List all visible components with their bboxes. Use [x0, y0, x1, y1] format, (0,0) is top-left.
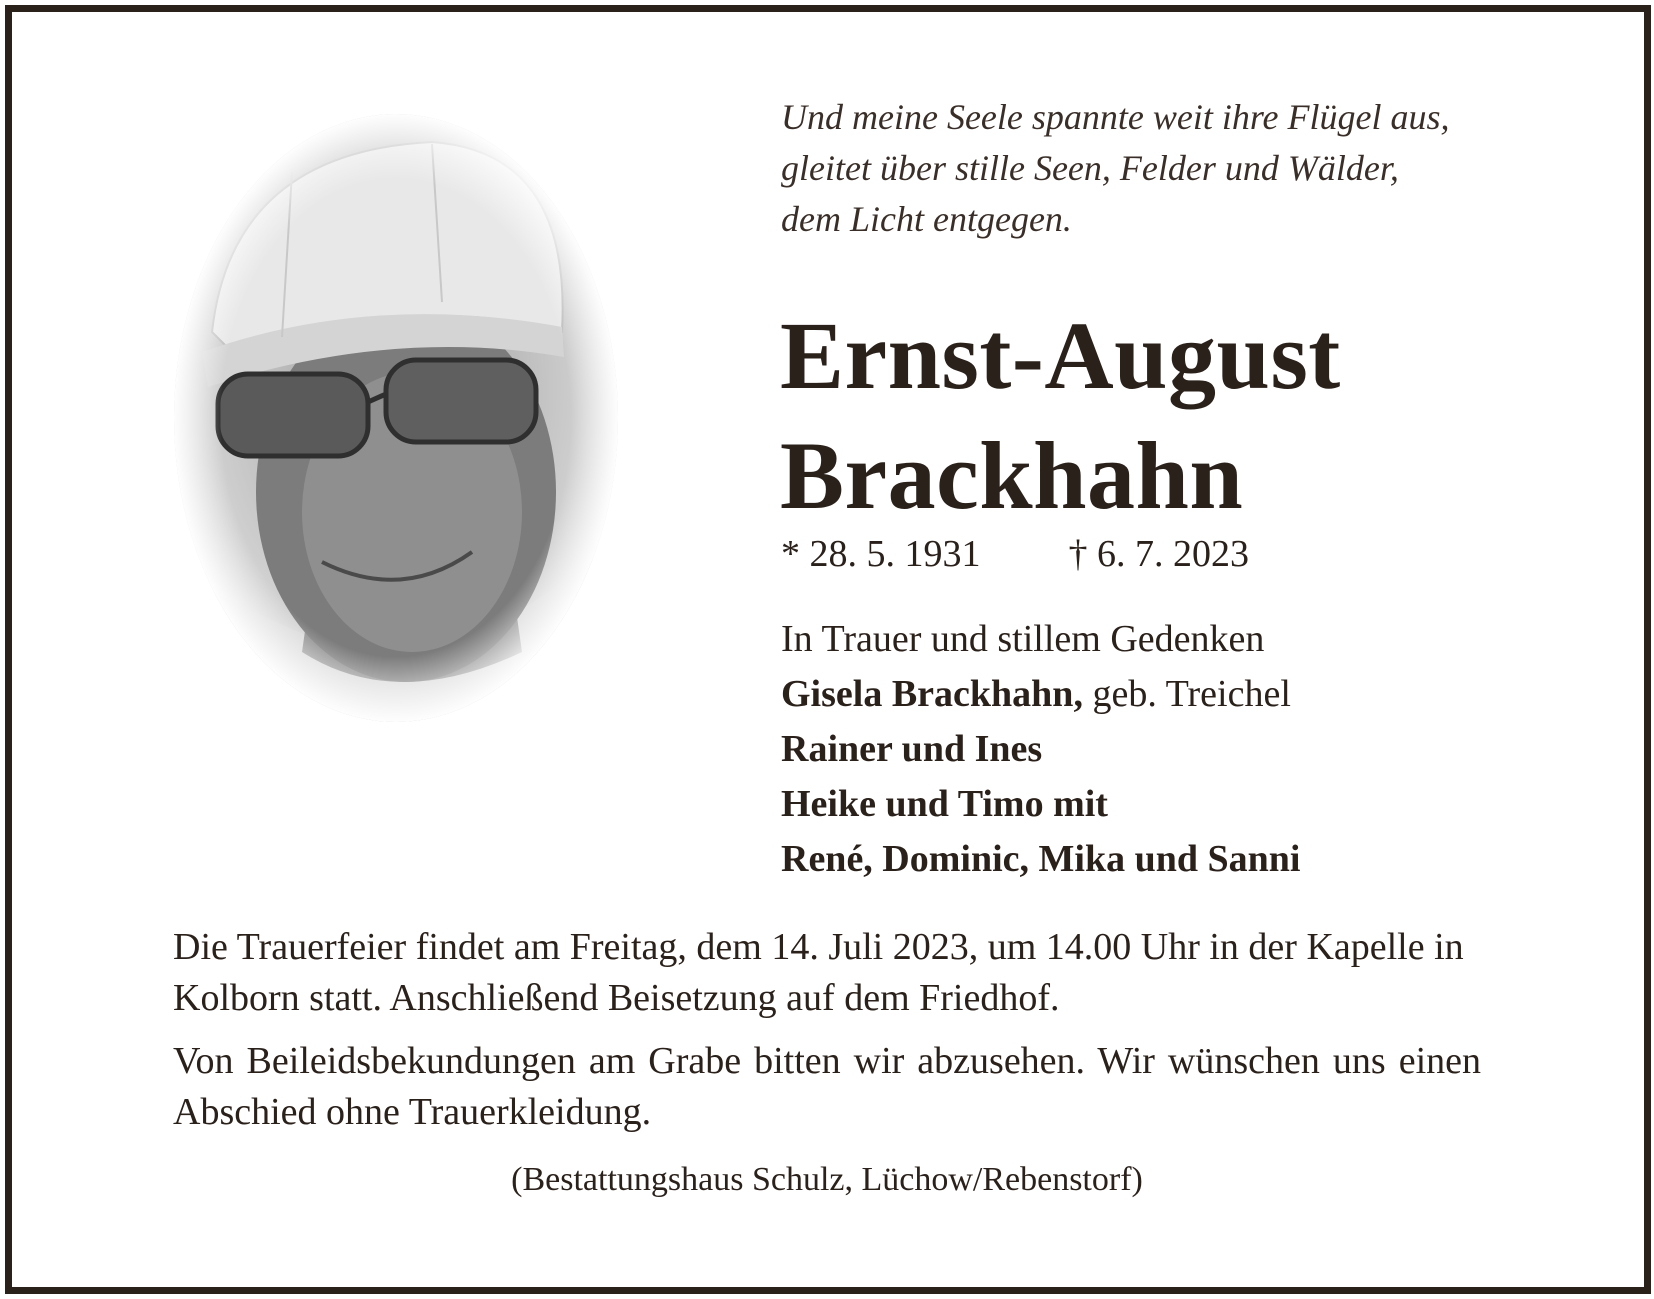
mourner-line: [781, 667, 1300, 722]
mourners-list: [781, 612, 1300, 887]
mourner-name: Gisela Brackhahn,: [781, 673, 1083, 715]
mourner-maiden-name: geb. Treichel: [1082, 673, 1291, 715]
life-dates: [781, 530, 1249, 578]
mourners-intro: In Trauer und stillem Gedenken: [781, 618, 1265, 660]
condolence-paragraph: Von Beileidsbekundungen am Grabe bitten wir abzusehen. Wir wünschen uns einen Abschied ohne Trauerkleidung.: [173, 1040, 1481, 1133]
poem-line: dem Licht entgegen.: [781, 199, 1072, 239]
last-name: Brackhahn: [780, 422, 1244, 529]
death-date: † 6. 7. 2023: [1068, 533, 1249, 575]
mourner-line: Heike und Timo mit: [781, 783, 1108, 825]
poem-line: Und meine Seele spannte weit ihre Flügel aus,: [781, 97, 1450, 137]
portrait-photo: [172, 112, 620, 724]
first-name: Ernst-August: [780, 302, 1341, 409]
deceased-name: [780, 296, 1341, 536]
birth-date: * 28. 5. 1931: [781, 533, 981, 575]
mourner-line: Rainer und Ines: [781, 728, 1043, 770]
funeral-home: (Bestattungshaus Schulz, Lüchow/Rebenstorf): [511, 1161, 1143, 1198]
ceremony-paragraph: Die Trauerfeier findet am Freitag, dem 14. Juli 2023, um 14.00 Uhr in der Kapelle in Kolborn statt. Anschließend Beisetzung auf dem Friedhof.: [173, 926, 1464, 1019]
funeral-notice: [173, 922, 1481, 1150]
poem-quote: [781, 92, 1501, 245]
mourner-line: René, Dominic, Mika und Sanni: [781, 838, 1301, 880]
poem-line: gleitet über stille Seen, Felder und Wälder,: [781, 148, 1399, 188]
